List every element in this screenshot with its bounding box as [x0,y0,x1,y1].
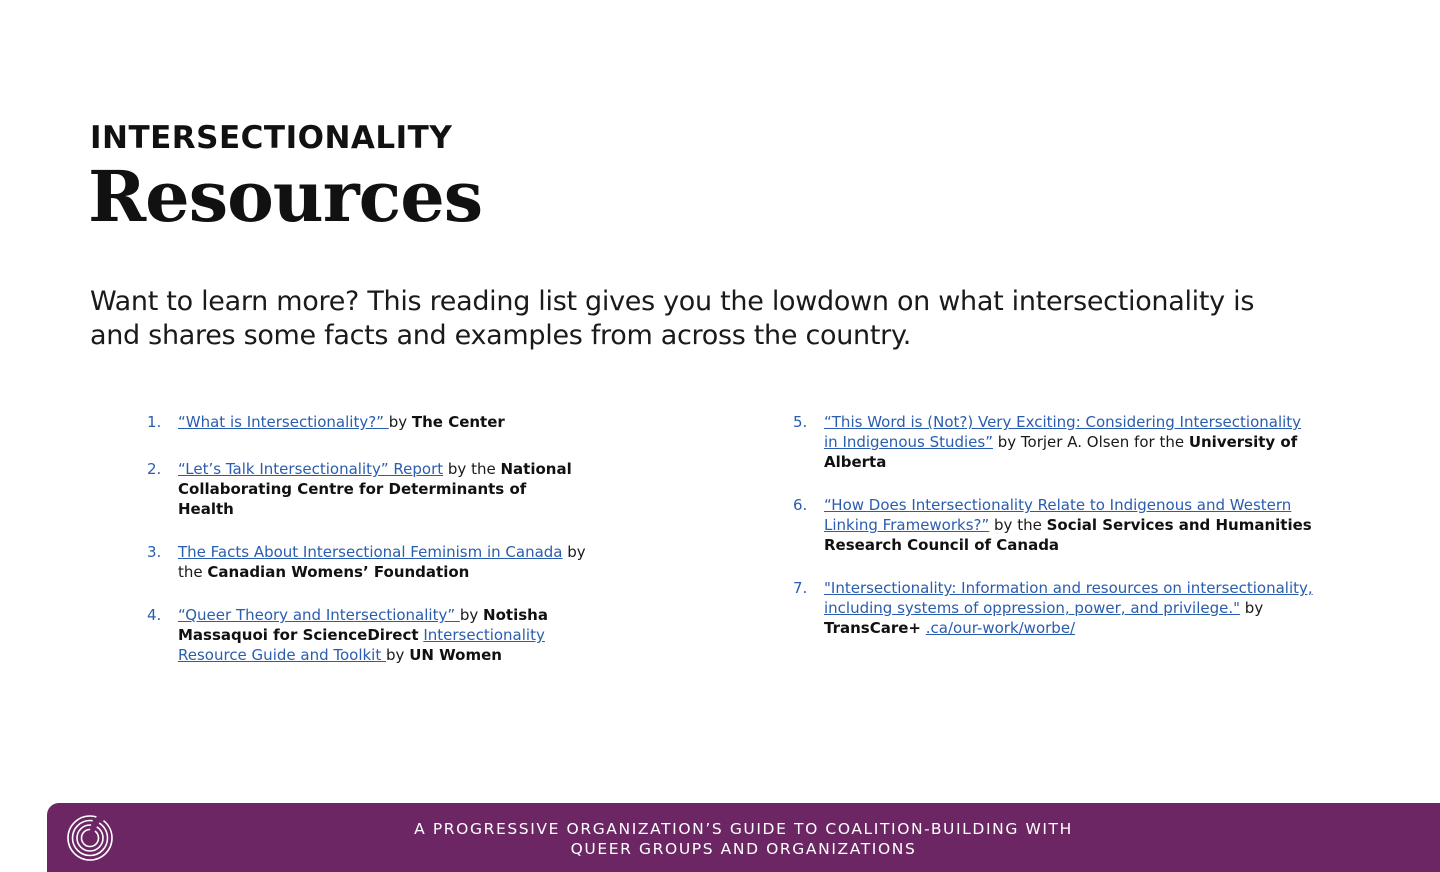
list-number: 7. [793,579,808,597]
resource-link[interactable]: “What is Intersectionality?” [178,413,389,431]
list-item [793,495,1313,555]
source-org: The Center [411,413,505,431]
source-org: TransCare+ [824,619,921,637]
page-title: Resources [88,155,483,238]
list-number: 1. [147,413,162,431]
list-number: 2. [147,460,162,478]
intro-paragraph: Want to learn more? This reading list gives you the lowdown on what intersectionality is and shares some facts and examples from across the country. [90,286,1255,351]
resource-link[interactable]: "Intersectionality: Information and resources on intersectionality, including systems of oppression, power, and privilege." [824,579,1313,617]
byline-text: by [388,413,412,431]
resource-url-link[interactable]: .ca/our-work/worbe/ [925,619,1076,637]
resource-link-secondary[interactable]: Intersectionality Resource Guide and Toolkit [178,626,545,664]
byline-text: by the [178,543,586,581]
byline-text: by the [443,460,501,478]
list-number: 3. [147,543,162,561]
source-org: Social Services and Humanities Research Council of Canada [824,516,1312,554]
resource-link[interactable]: “How Does Intersectionality Relate to Indigenous and Western Linking Frameworks?” [824,496,1292,534]
list-item [793,412,1313,472]
byline-text: by [1240,599,1264,617]
footer-caption [47,819,1440,859]
source-org: UN Women [409,646,502,664]
resource-link[interactable]: “Queer Theory and Intersectionality” [178,606,460,624]
footer-banner [47,803,1440,872]
resource-link[interactable]: “This Word is (Not?) Very Exciting: Considering Intersectionality in Indigenous Studies” [824,413,1302,451]
reading-list-right [793,412,1313,638]
list-number: 4. [147,606,162,624]
source-org: Canadian Womens’ Foundation [207,563,470,581]
list-item [147,459,587,519]
source-org: Notisha Massaquoi for ScienceDirect [178,606,548,644]
reading-list-left [147,412,587,665]
list-item [147,605,587,665]
list-number: 6. [793,496,808,514]
byline-text: by [459,606,484,624]
footer-line-1: A PROGRESSIVE ORGANIZATION’S GUIDE TO COALITION-BUILDING WITH [414,820,1073,838]
list-item [147,542,587,582]
footer-line-2: QUEER GROUPS AND ORGANIZATIONS [570,840,917,858]
list-number: 5. [793,413,808,431]
source-org: National Collaborating Centre for Determinants of Health [178,460,572,518]
byline-text: by the [989,516,1047,534]
resource-link[interactable]: “Let’s Talk Intersectionality” Report [178,460,444,478]
resource-link[interactable]: The Facts About Intersectional Feminism in Canada [178,543,563,561]
list-item [147,412,587,432]
list-item [793,578,1313,638]
source-org: University of Alberta [824,433,1298,471]
byline-text: by Torjer A. Olsen for the [993,433,1189,451]
section-eyebrow: INTERSECTIONALITY [90,120,453,156]
byline-text: by [386,646,410,664]
